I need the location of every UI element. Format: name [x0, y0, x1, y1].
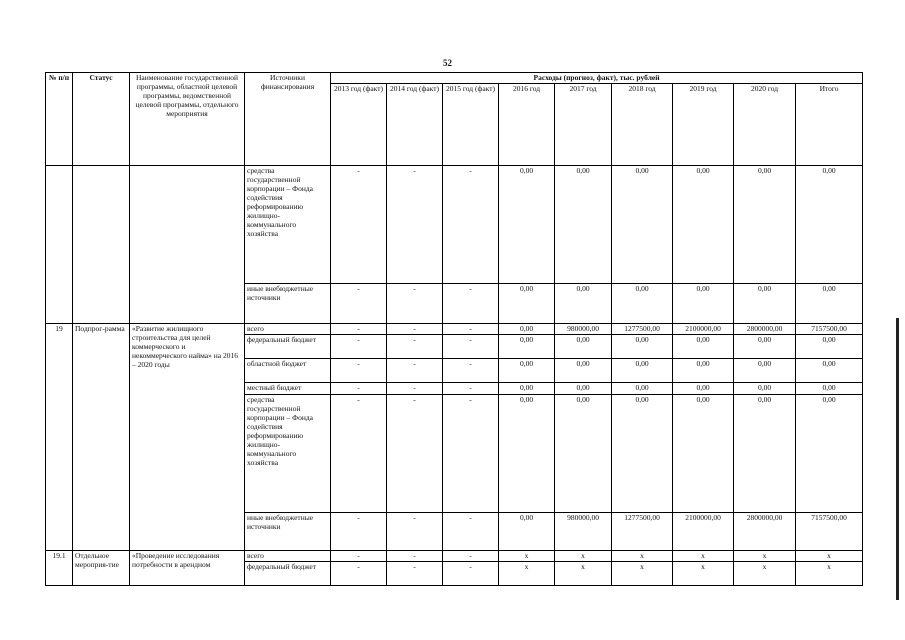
scan-edge-mark	[896, 318, 899, 600]
value-cell: -	[331, 513, 387, 551]
value-cell: x	[734, 551, 796, 562]
header-name: Наименование государственной программы, областной целевой программы, ведомственной целевой программы, отдельного мероприятия	[130, 73, 245, 166]
value-cell: -	[387, 562, 443, 586]
value-cell: 0,00	[734, 284, 796, 324]
value-cell: -	[331, 562, 387, 586]
value-cell: 0,00	[612, 166, 673, 284]
value-cell: x	[612, 562, 673, 586]
value-cell: 0,00	[612, 359, 673, 383]
header-2018: 2018 год	[612, 84, 673, 166]
value-cell: x	[499, 551, 555, 562]
value-cell: x	[734, 562, 796, 586]
value-cell: 0,00	[734, 335, 796, 359]
value-cell: 0,00	[673, 383, 734, 395]
value-cell: 1277500,00	[612, 324, 673, 335]
value-cell: -	[443, 335, 499, 359]
value-cell: 0,00	[673, 284, 734, 324]
value-cell: 0,00	[734, 166, 796, 284]
value-cell: 0,00	[796, 335, 863, 359]
value-cell: 0,00	[612, 383, 673, 395]
header-2016: 2016 год	[499, 84, 555, 166]
value-cell: 0,00	[796, 395, 863, 513]
value-cell: -	[443, 324, 499, 335]
value-cell: 2800000,00	[734, 324, 796, 335]
value-cell: 2800000,00	[734, 513, 796, 551]
value-cell: -	[387, 551, 443, 562]
value-cell: 0,00	[499, 324, 555, 335]
header-row-1	[46, 73, 863, 84]
value-cell: -	[443, 284, 499, 324]
value-cell: x	[673, 562, 734, 586]
table-row	[46, 166, 863, 284]
value-cell: x	[673, 551, 734, 562]
value-cell: -	[331, 166, 387, 284]
source-cell: федеральный бюджет	[245, 562, 331, 586]
value-cell: -	[443, 166, 499, 284]
budget-table	[45, 72, 863, 586]
value-cell: 1277500,00	[612, 513, 673, 551]
value-cell: 0,00	[612, 284, 673, 324]
row-status: Подпрог-рамма	[73, 324, 130, 551]
value-cell: 7157500,00	[796, 513, 863, 551]
value-cell: 0,00	[673, 359, 734, 383]
prev-name-cell	[130, 166, 245, 324]
row-status: Отдельное мероприя-тие	[73, 551, 130, 586]
value-cell: -	[387, 395, 443, 513]
value-cell: 0,00	[673, 166, 734, 284]
value-cell: -	[387, 324, 443, 335]
header-total: Итого	[796, 84, 863, 166]
value-cell: x	[499, 562, 555, 586]
source-cell: областной бюджет	[245, 359, 331, 383]
value-cell: 0,00	[499, 395, 555, 513]
value-cell: -	[387, 513, 443, 551]
header-2015: 2015 год (факт)	[443, 84, 499, 166]
header-num: № п/п	[46, 73, 73, 166]
value-cell: -	[387, 335, 443, 359]
value-cell: 7157500,00	[796, 324, 863, 335]
header-2013: 2013 год (факт)	[331, 84, 387, 166]
value-cell: -	[331, 395, 387, 513]
prev-status-cell	[73, 166, 130, 324]
value-cell: -	[443, 562, 499, 586]
value-cell: x	[796, 551, 863, 562]
source-cell: иные внебюджетные источники	[245, 284, 331, 324]
value-cell: 2100000,00	[673, 324, 734, 335]
source-cell: федеральный бюджет	[245, 335, 331, 359]
value-cell: -	[387, 383, 443, 395]
source-cell: всего	[245, 324, 331, 335]
value-cell: -	[443, 551, 499, 562]
value-cell: 0,00	[796, 359, 863, 383]
row-name: «Проведение исследования потребности в арендном	[130, 551, 245, 586]
value-cell: -	[331, 359, 387, 383]
value-cell: 0,00	[499, 335, 555, 359]
row-num: 19	[46, 324, 73, 551]
row-name: «Развитие жилищного строительства для целей коммерческого и некоммерческого найма» на 2016 – 2020 годы	[130, 324, 245, 551]
value-cell: -	[331, 383, 387, 395]
source-cell: всего	[245, 551, 331, 562]
value-cell: -	[443, 395, 499, 513]
value-cell: -	[443, 383, 499, 395]
value-cell: x	[555, 562, 612, 586]
value-cell: x	[555, 551, 612, 562]
value-cell: 0,00	[555, 284, 612, 324]
value-cell: 980000,00	[555, 513, 612, 551]
value-cell: 0,00	[555, 359, 612, 383]
header-expenses: Расходы (прогноз, факт), тыс. рублей	[331, 73, 863, 84]
header-2020: 2020 год	[734, 84, 796, 166]
value-cell: -	[331, 324, 387, 335]
value-cell: 0,00	[499, 166, 555, 284]
value-cell: 0,00	[734, 395, 796, 513]
value-cell: 0,00	[555, 383, 612, 395]
value-cell: 0,00	[796, 166, 863, 284]
value-cell: 0,00	[796, 284, 863, 324]
value-cell: 0,00	[612, 335, 673, 359]
table-row	[46, 551, 863, 562]
value-cell: -	[387, 359, 443, 383]
value-cell: 0,00	[499, 284, 555, 324]
value-cell: 0,00	[673, 395, 734, 513]
value-cell: -	[443, 359, 499, 383]
value-cell: 2100000,00	[673, 513, 734, 551]
source-cell: средства государственной корпорации – Фонда содействия реформированию жилищно-коммунального хозяйства	[245, 395, 331, 513]
value-cell: 0,00	[555, 395, 612, 513]
value-cell: -	[387, 166, 443, 284]
value-cell: -	[443, 513, 499, 551]
header-2019: 2019 год	[673, 84, 734, 166]
value-cell: -	[387, 284, 443, 324]
value-cell: 0,00	[499, 359, 555, 383]
value-cell: 0,00	[555, 335, 612, 359]
value-cell: -	[331, 335, 387, 359]
source-cell: иные внебюджетные источники	[245, 513, 331, 551]
prev-num-cell	[46, 166, 73, 324]
value-cell: x	[796, 562, 863, 586]
source-cell: местный бюджет	[245, 383, 331, 395]
page-number: 52	[443, 58, 452, 68]
header-sources: Источники финансирования	[245, 73, 331, 166]
value-cell: 0,00	[499, 383, 555, 395]
table-row	[46, 324, 863, 335]
header-2017: 2017 год	[555, 84, 612, 166]
value-cell: -	[331, 551, 387, 562]
value-cell: 980000,00	[555, 324, 612, 335]
header-status: Статус	[73, 73, 130, 166]
header-2014: 2014 год (факт)	[387, 84, 443, 166]
value-cell: 0,00	[734, 359, 796, 383]
source-cell: средства государственной корпорации – Фонда содействия реформированию жилищно-коммунального хозяйства	[245, 166, 331, 284]
value-cell: x	[612, 551, 673, 562]
value-cell: 0,00	[673, 335, 734, 359]
row-num: 19.1	[46, 551, 73, 586]
value-cell: 0,00	[612, 395, 673, 513]
value-cell: 0,00	[796, 383, 863, 395]
value-cell: 0,00	[555, 166, 612, 284]
value-cell: 0,00	[734, 383, 796, 395]
value-cell: -	[331, 284, 387, 324]
value-cell: 0,00	[499, 513, 555, 551]
